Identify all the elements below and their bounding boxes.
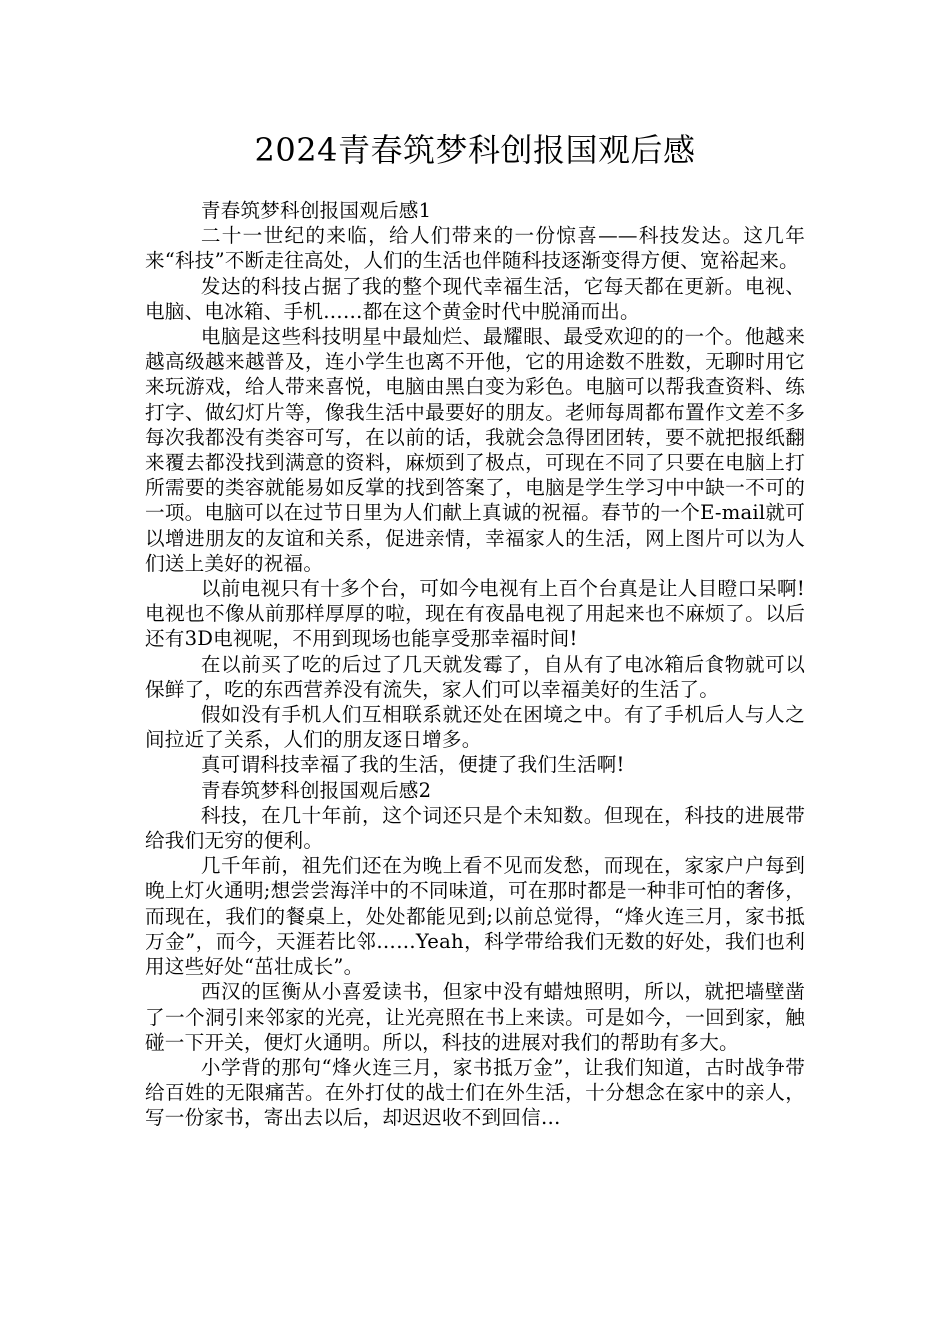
paragraph: 真可谓科技幸福了我的生活，便捷了我们生活啊! — [200, 753, 625, 777]
paragraph: 二十一世纪的来临，给人们带来的一份惊喜——科技发达。这几年来“科技”不断走往高处，人们的生活也伴随科技逐渐变得方便、宽裕起来。 — [145, 224, 805, 273]
paragraph-heading-2: 青春筑梦科创报国观后感2 — [200, 778, 432, 802]
document-body — [145, 198, 805, 1131]
paragraph: 发达的科技占据了我的整个现代幸福生活，它每天都在更新。电视、电脑、电冰箱、手机……都在这个黄金时代中脱涌而出。 — [145, 274, 805, 323]
document-title: 2024青春筑梦科创报国观后感 — [254, 131, 696, 169]
paragraph: 小学背的那句“烽火连三月，家书抵万金”，让我们知道，古时战争带给百姓的无限痛苦。在外打仗的战士们在外生活，十分想念在家中的亲人，写一份家书，寄出去以后，却迟迟收不到回信… — [145, 1055, 805, 1130]
paragraph: 几千年前，祖先们还在为晚上看不见而发愁，而现在，家家户户每到晚上灯火通明;想尝尝海洋中的不同味道，可在那时都是一种非可怕的奢侈，而现在，我们的餐桌上，处处都能见到;以前总觉得，“烽火连三月，家书抵万金”，而今，天涯若比邻……Yeah，科学带给我们无数的好处，我们也利用这些好处“茁壮成长”。 — [145, 854, 805, 979]
paragraph: 在以前买了吃的后过了几天就发霉了，自从有了电冰箱后食物就可以保鲜了，吃的东西营养没有流失，家人们可以幸福美好的生活了。 — [145, 652, 805, 701]
paragraph: 科技，在几十年前，这个词还只是个未知数。但现在，科技的进展带给我们无穷的便利。 — [145, 803, 805, 853]
paragraph: 假如没有手机人们互相联系就还处在困境之中。有了手机后人与人之间拉近了关系，人们的朋友逐日增多。 — [145, 703, 805, 752]
paragraph: 电脑是这些科技明星中最灿烂、最耀眼、最受欢迎的的一个。他越来越高级越来越普及，连小学生也离不开他，它的用途数不胜数，无聊时用它来玩游戏，给人带来喜悦，电脑由黑白变为彩色。电脑可以帮我查资料、练打字、做幻灯片等，像我生活中最要好的朋友。老师每周都布置作文差不多每次我都没有类容可写，在以前的话，我就会急得团团转，要不就把报纸翻来覆去都没找到满意的资料，麻烦到了极点，可现在不同了只要在电脑上打所需要的类容就能易如反掌的找到答案了，电脑是学生学习中中缺一不可的一项。电脑可以在过节日里为人们献上真诚的祝福。春节的一个E-mail就可以增进朋友的友谊和关系，促进亲情，幸福家人的生活，网上图片可以为人们送上美好的祝福。 — [145, 325, 805, 575]
paragraph-heading-1: 青春筑梦科创报国观后感1 — [200, 199, 432, 222]
paragraph: 以前电视只有十多个台，可如今电视有上百个台真是让人目瞪口呆啊!电视也不像从前那样厚厚的啦，现在有夜晶电视了用起来也不麻烦了。以后还有3D电视呢，不用到现场也能享受那幸福时间! — [145, 577, 805, 651]
paragraph: 西汉的匡衡从小喜爱读书，但家中没有蜡烛照明，所以，就把墙壁凿了一个洞引来邻家的光亮，让光亮照在书上来读。可是如今，一回到家，触碰一下开关，便灯火通明。所以，科技的进展对我们的帮助有多大。 — [145, 980, 805, 1054]
